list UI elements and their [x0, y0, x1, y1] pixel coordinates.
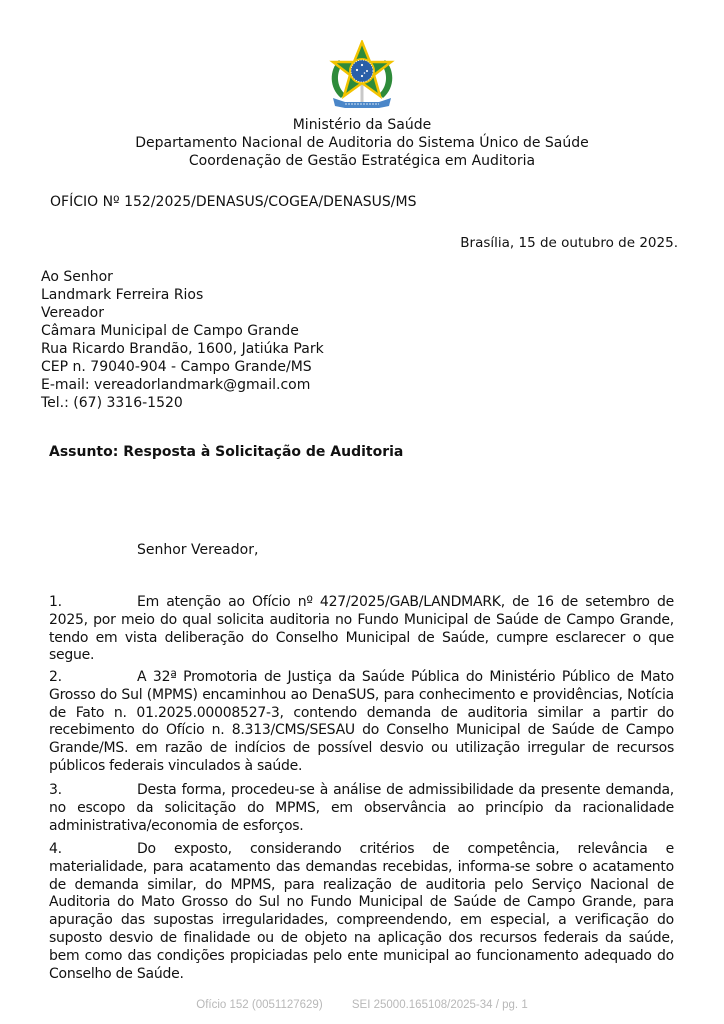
oficio-number: OFÍCIO Nº 152/2025/DENASUS/COGEA/DENASUS/MS — [50, 194, 417, 210]
recipient-phone: Tel.: (67) 3316-1520 — [41, 395, 183, 411]
page-footer — [0, 999, 724, 1011]
paragraph-number: 3. — [49, 782, 62, 798]
paragraph-text: Do exposto, considerando critérios de competência, relevância e materialidade, para acatamento das demandas recebidas, informa-se sobre o acatamento de demanda similar, do MPMS, para realização de auditoria pelo Serviço Nacional de Auditoria do Mato Grosso do Sul no Fundo Municipal de Saúde de Campo Grande, para apuração das supostas irregularidades, compreendendo, em especial, a verificação do suposto desvio de finalidade ou de objeto na aplicação dos recursos federais da saúde, bem como das condições propiciadas pelo ente municipal ao funcionamento adequado do Conselho de Saúde. — [49, 841, 674, 982]
subject-line: Assunto: Resposta à Solicitação de Auditoria — [49, 444, 404, 460]
paragraph-3 — [49, 782, 674, 835]
ministry-name: Ministério da Saúde — [292, 117, 432, 133]
paragraph-text: A 32ª Promotoria de Justiça da Saúde Pública do Ministério Público de Mato Grosso do Sul (MPMS) encaminhou ao DenaSUS, para conhecimento e providências, Notícia de Fato n. 01.2025.00008527-3, contendo demanda de auditoria similar a partir do recebimento do Ofício n. 8.313/CMS/SESAU do Conselho Municipal de Saúde de Campo Grande/MS. em razão de indícios de possível desvio ou utilização irregular de recursos públicos federais vinculados à saúde. — [49, 669, 674, 774]
recipient-block — [41, 268, 324, 412]
recipient-email: E-mail: vereadorlandmark@gmail.com — [41, 377, 311, 393]
recipient-line: Rua Ricardo Brandão, 1600, Jatiúka Park — [41, 341, 324, 357]
paragraph-text: Desta forma, procedeu-se à análise de admissibilidade da presente demanda, no escopo da solicitação do MPMS, em observância ao princípio da racionalidade administrativa/economia de esforços. — [49, 782, 674, 834]
place-date: Brasília, 15 de outubro de 2025. — [460, 235, 678, 251]
paragraph-number: 1. — [49, 594, 62, 610]
footer-document-reference: Ofício 152 (0051127629) — [196, 999, 323, 1011]
paragraph-4 — [49, 841, 674, 983]
paragraph-text: Em atenção ao Ofício nº 427/2025/GAB/LANDMARK, de 16 de setembro de 2025, por meio do qual solicita auditoria no Fundo Municipal de Saúde de Campo Grande, tendo em vista deliberação do Conselho Municipal de Saúde, cumpre esclarecer o que segue. — [49, 594, 674, 664]
brazil-coat-of-arms-emblem — [325, 40, 399, 112]
recipient-line: CEP n. 79040-904 - Campo Grande/MS — [41, 359, 312, 375]
footer-sei-reference: SEI 25000.165108/2025-34 / pg. 1 — [351, 999, 528, 1011]
letterhead — [0, 116, 724, 170]
recipient-line: Vereador — [41, 305, 104, 321]
recipient-line: Landmark Ferreira Rios — [41, 287, 204, 303]
recipient-line: Ao Senhor — [41, 269, 113, 285]
salutation: Senhor Vereador, — [137, 542, 259, 558]
paragraph-number: 4. — [49, 841, 62, 857]
department-name: Departamento Nacional de Auditoria do Sistema Único de Saúde — [135, 135, 589, 151]
paragraph-2 — [49, 669, 674, 776]
paragraph-1 — [49, 594, 674, 665]
recipient-line: Câmara Municipal de Campo Grande — [41, 323, 299, 339]
coordination-name: Coordenação de Gestão Estratégica em Auditoria — [188, 153, 536, 169]
paragraph-number: 2. — [49, 669, 62, 685]
